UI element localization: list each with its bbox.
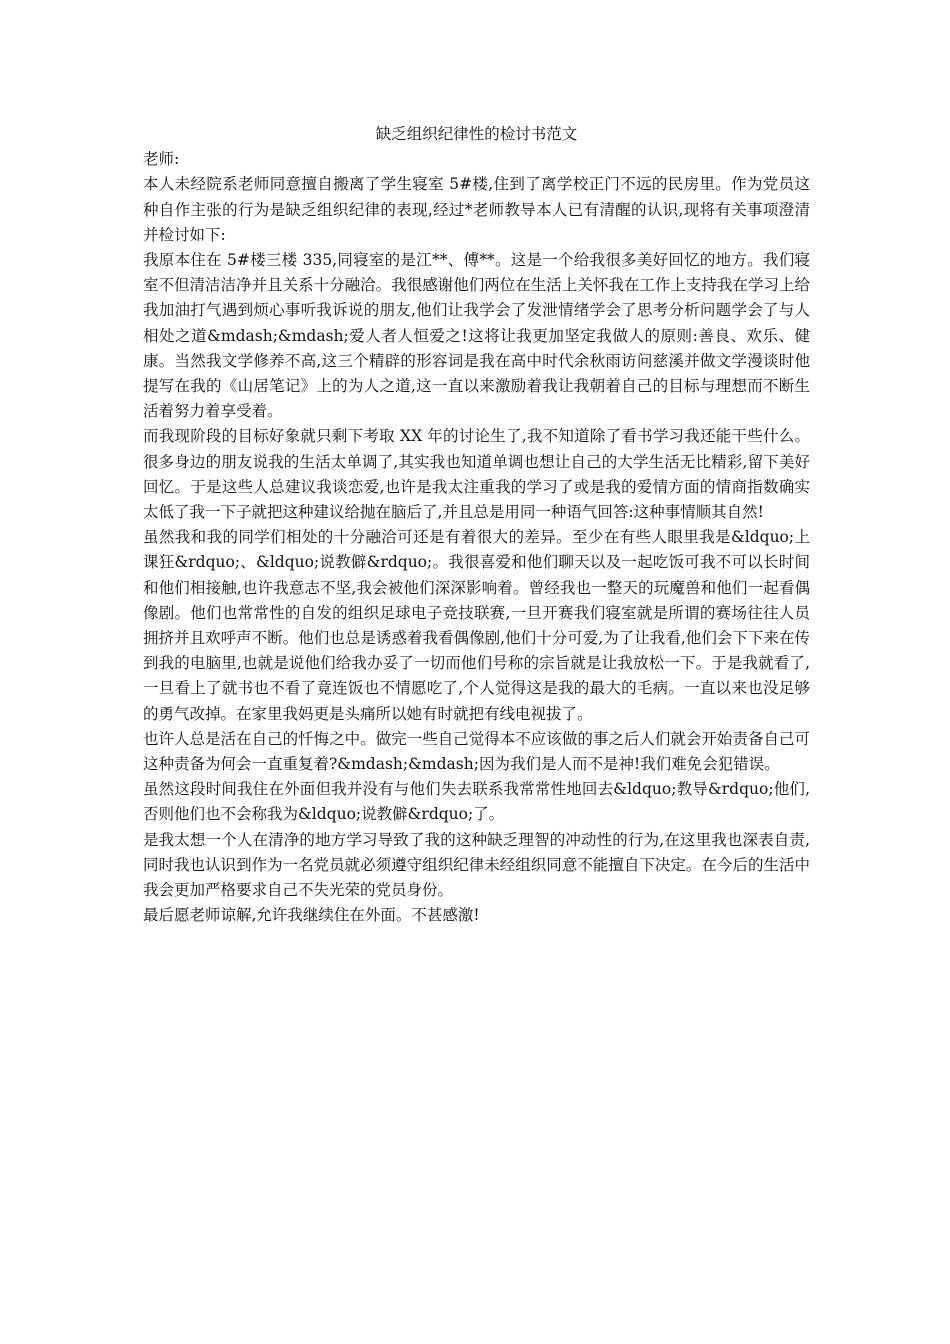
paragraph-6: 虽然这段时间我住在外面但我并没有与他们失去联系我常常性地回去&ldquo;教导&rdquo;他们,否则他们也不会称我为&ldquo;说教僻&rdquo;了。 [143,780,810,824]
paragraph-4: 虽然我和我的同学们相处的十分融洽可还是有着很大的差异。至少在有些人眼里我是&ldquo;上课狂&rdquo;、&ldquo;说教僻&rdquo;。我很喜爱和他们聊天以及一起吃饭可我不可以长时间和他们相接触,也许我意志不坚,我会被他们深深影响着。曾经我也一整天的玩魔兽和他们一起看偶像剧。他们也常常性的自发的组织足球电子竞技联赛,一旦开赛我们寝室就是所谓的赛场往往人员拥挤并且欢呼声不断。他们也总是诱惑着我看偶像剧,他们十分可爱,为了让我看,他们会下下来在传到我的电脑里,也就是说他们给我办妥了一切而他们号称的宗旨就是让我放松一下。于是我就看了,一旦看上了就书也不看了竟连饭也不情愿吃了,个人觉得这是我的最大的毛病。一直以来也没足够的勇气改掉。在家里我妈更是头痛所以她有时就把有线电视拔了。 [143,528,810,723]
paragraph-2: 我原本住在 5#楼三楼 335,同寝室的是江**、傅**。这是一个给我很多美好回忆的地方。我们寝室不但清洁洁净并且关系十分融洽。我很感谢他们两位在生活上关怀我在工作上支持我在学习上给我加油打气遇到烦心事听我诉说的朋友,他们让我学会了发泄情绪学会了思考分析问题学会了与人相处之道&mdash;&mdash;爱人者人恒爱之!这将让我更加坚定我做人的原则:善良、欢乐、健康。当然我文学修养不高,这三个精辟的形容词是我在高中时代余秋雨访问慈溪并做文学漫谈时他提写在我的《山居笔记》上的为人之道,这一直以来激励着我让我朝着自己的目标与理想而不断生活着努力着享受着。 [143,251,810,421]
paragraph-5: 也许人总是活在自己的忏悔之中。做完一些自己觉得本不应该做的事之后人们就会开始责备自己可这种责备为何会一直重复着?&mdash;&mdash;因为我们是人而不是神!我们难免会犯错误。 [143,729,810,774]
paragraph-3: 而我现阶段的目标好象就只剩下考取 XX 年的讨论生了,我不知道除了看书学习我还能干些什么。很多身边的朋友说我的生活太单调了,其实我也知道单调也想让自己的大学生活无比精彩,留下美好回忆。于是这些人总建议我谈恋爱,也许是我太注重我的学习了或是我的爱情方面的情商指数确实太低了我一下子就把这种建议给抛在脑后了,并且总是用同一种语气回答:这种事情顺其自然! [143,427,810,522]
salutation: 老师: [143,150,180,169]
paragraph-1: 本人未经院系老师同意擅自搬离了学生寝室 5#楼,住到了离学校正门不远的民房里。作为党员这种自作主张的行为是缺乏组织纪律的表现,经过*老师教导本人已有清醒的认识,现将有关事项澄清并检讨如下: [143,175,810,244]
document-title: 缺乏组织纪律性的检讨书范文 [375,125,578,143]
paragraph-7: 是我太想一个人在清净的地方学习导致了我的这种缺乏理智的冲动性的行为,在这里我也深表自责,同时我也认识到作为一名党员就必须遵守组织纪律未经组织同意不能擅自下决定。在今后的生活中我会更加严格要求自己不失光荣的党员身份。 [143,830,810,900]
closing-paragraph: 最后愿老师谅解,允许我继续住在外面。不甚感激! [143,906,480,925]
document-page [143,122,810,929]
